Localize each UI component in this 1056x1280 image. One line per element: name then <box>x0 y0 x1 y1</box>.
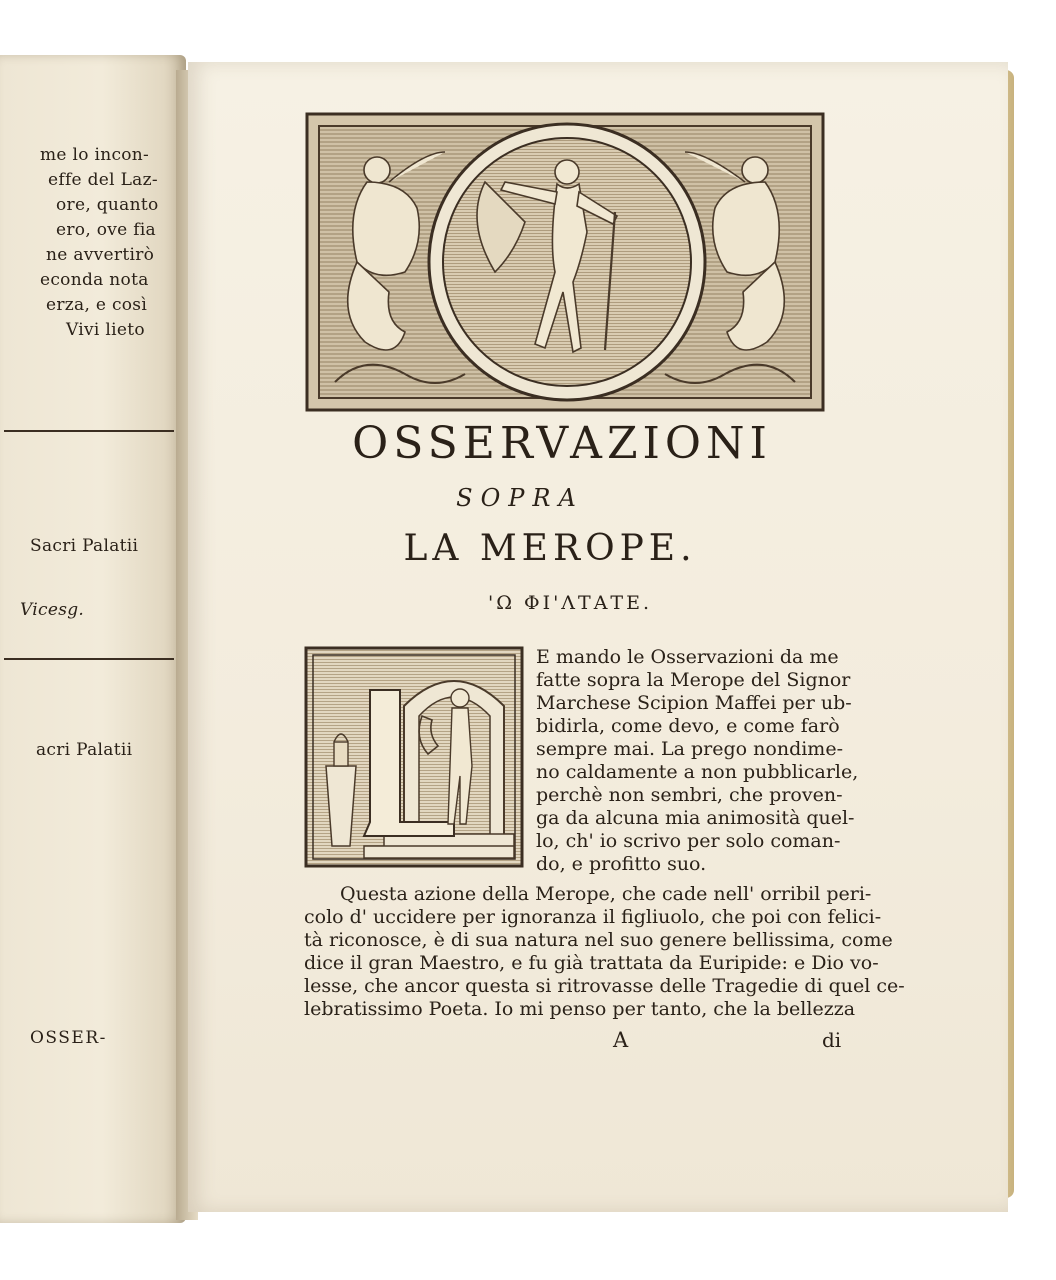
catchword: di <box>822 1028 842 1052</box>
body-line: lesse, che ancor questa si ritrovasse delle Tragedie di quel ce- <box>304 975 905 997</box>
body-line: lo, ch' io scrivo per solo coman- <box>536 830 841 852</box>
left-line: me lo incon- <box>40 145 150 165</box>
signature-mark: A <box>613 1028 629 1052</box>
left-line: econda nota <box>40 270 149 290</box>
body-line: fatte sopra la Merope del Signor <box>536 669 851 691</box>
left-line: Vivi lieto <box>66 320 145 340</box>
body-line: Marchese Scipion Maffei per ub- <box>536 692 852 714</box>
body-line: tà riconosce, è di sua natura nel suo genere bellissima, come <box>304 929 893 951</box>
body-line: sempre mai. La prego nondime- <box>536 738 843 760</box>
page-title: OSSERVAZIONI <box>352 418 772 469</box>
historiated-initial-icon <box>304 646 524 868</box>
heading: LA MEROPE. <box>403 528 697 569</box>
subtitle: SOPRA <box>456 484 584 512</box>
left-line: acri Palatii <box>36 740 133 760</box>
body-line: perchè non sembri, che proven- <box>536 784 843 806</box>
body-line: bidirla, come devo, e come farò <box>536 715 840 737</box>
engraved-headpiece-icon <box>305 112 825 412</box>
body-line: E mando le Osservazioni da me <box>536 646 839 668</box>
body-line: ga da alcuna mia animosità quel- <box>536 807 855 829</box>
left-line: ero, ove fia <box>56 220 156 240</box>
left-line: Vicesg. <box>20 600 85 620</box>
greek-address: 'Ω ΦΙ'ΛΤΑΤΕ. <box>487 592 653 614</box>
left-line: erza, e così <box>46 295 148 315</box>
left-line: effe del Laz- <box>48 170 158 190</box>
left-line: ne avvertirò <box>46 245 155 265</box>
body-line: Questa azione della Merope, che cade nell' orribil peri- <box>340 883 872 905</box>
left-line: ore, quanto <box>56 195 159 215</box>
body-line: no caldamente a non pubblicarle, <box>536 761 859 783</box>
left-rule <box>4 658 174 660</box>
left-line: Sacri Palatii <box>30 536 139 556</box>
left-catchword: OSSER- <box>30 1028 107 1048</box>
body-line: colo d' uccidere per ignoranza il figliuolo, che poi con felici- <box>304 906 882 928</box>
left-rule <box>4 430 174 432</box>
body-line: dice il gran Maestro, e fu già trattata da Euripide: e Dio vo- <box>304 952 879 974</box>
body-line: lebratissimo Poeta. Io mi penso per tanto, che la bellezza <box>304 998 856 1020</box>
body-line: do, e profitto suo. <box>536 853 707 875</box>
